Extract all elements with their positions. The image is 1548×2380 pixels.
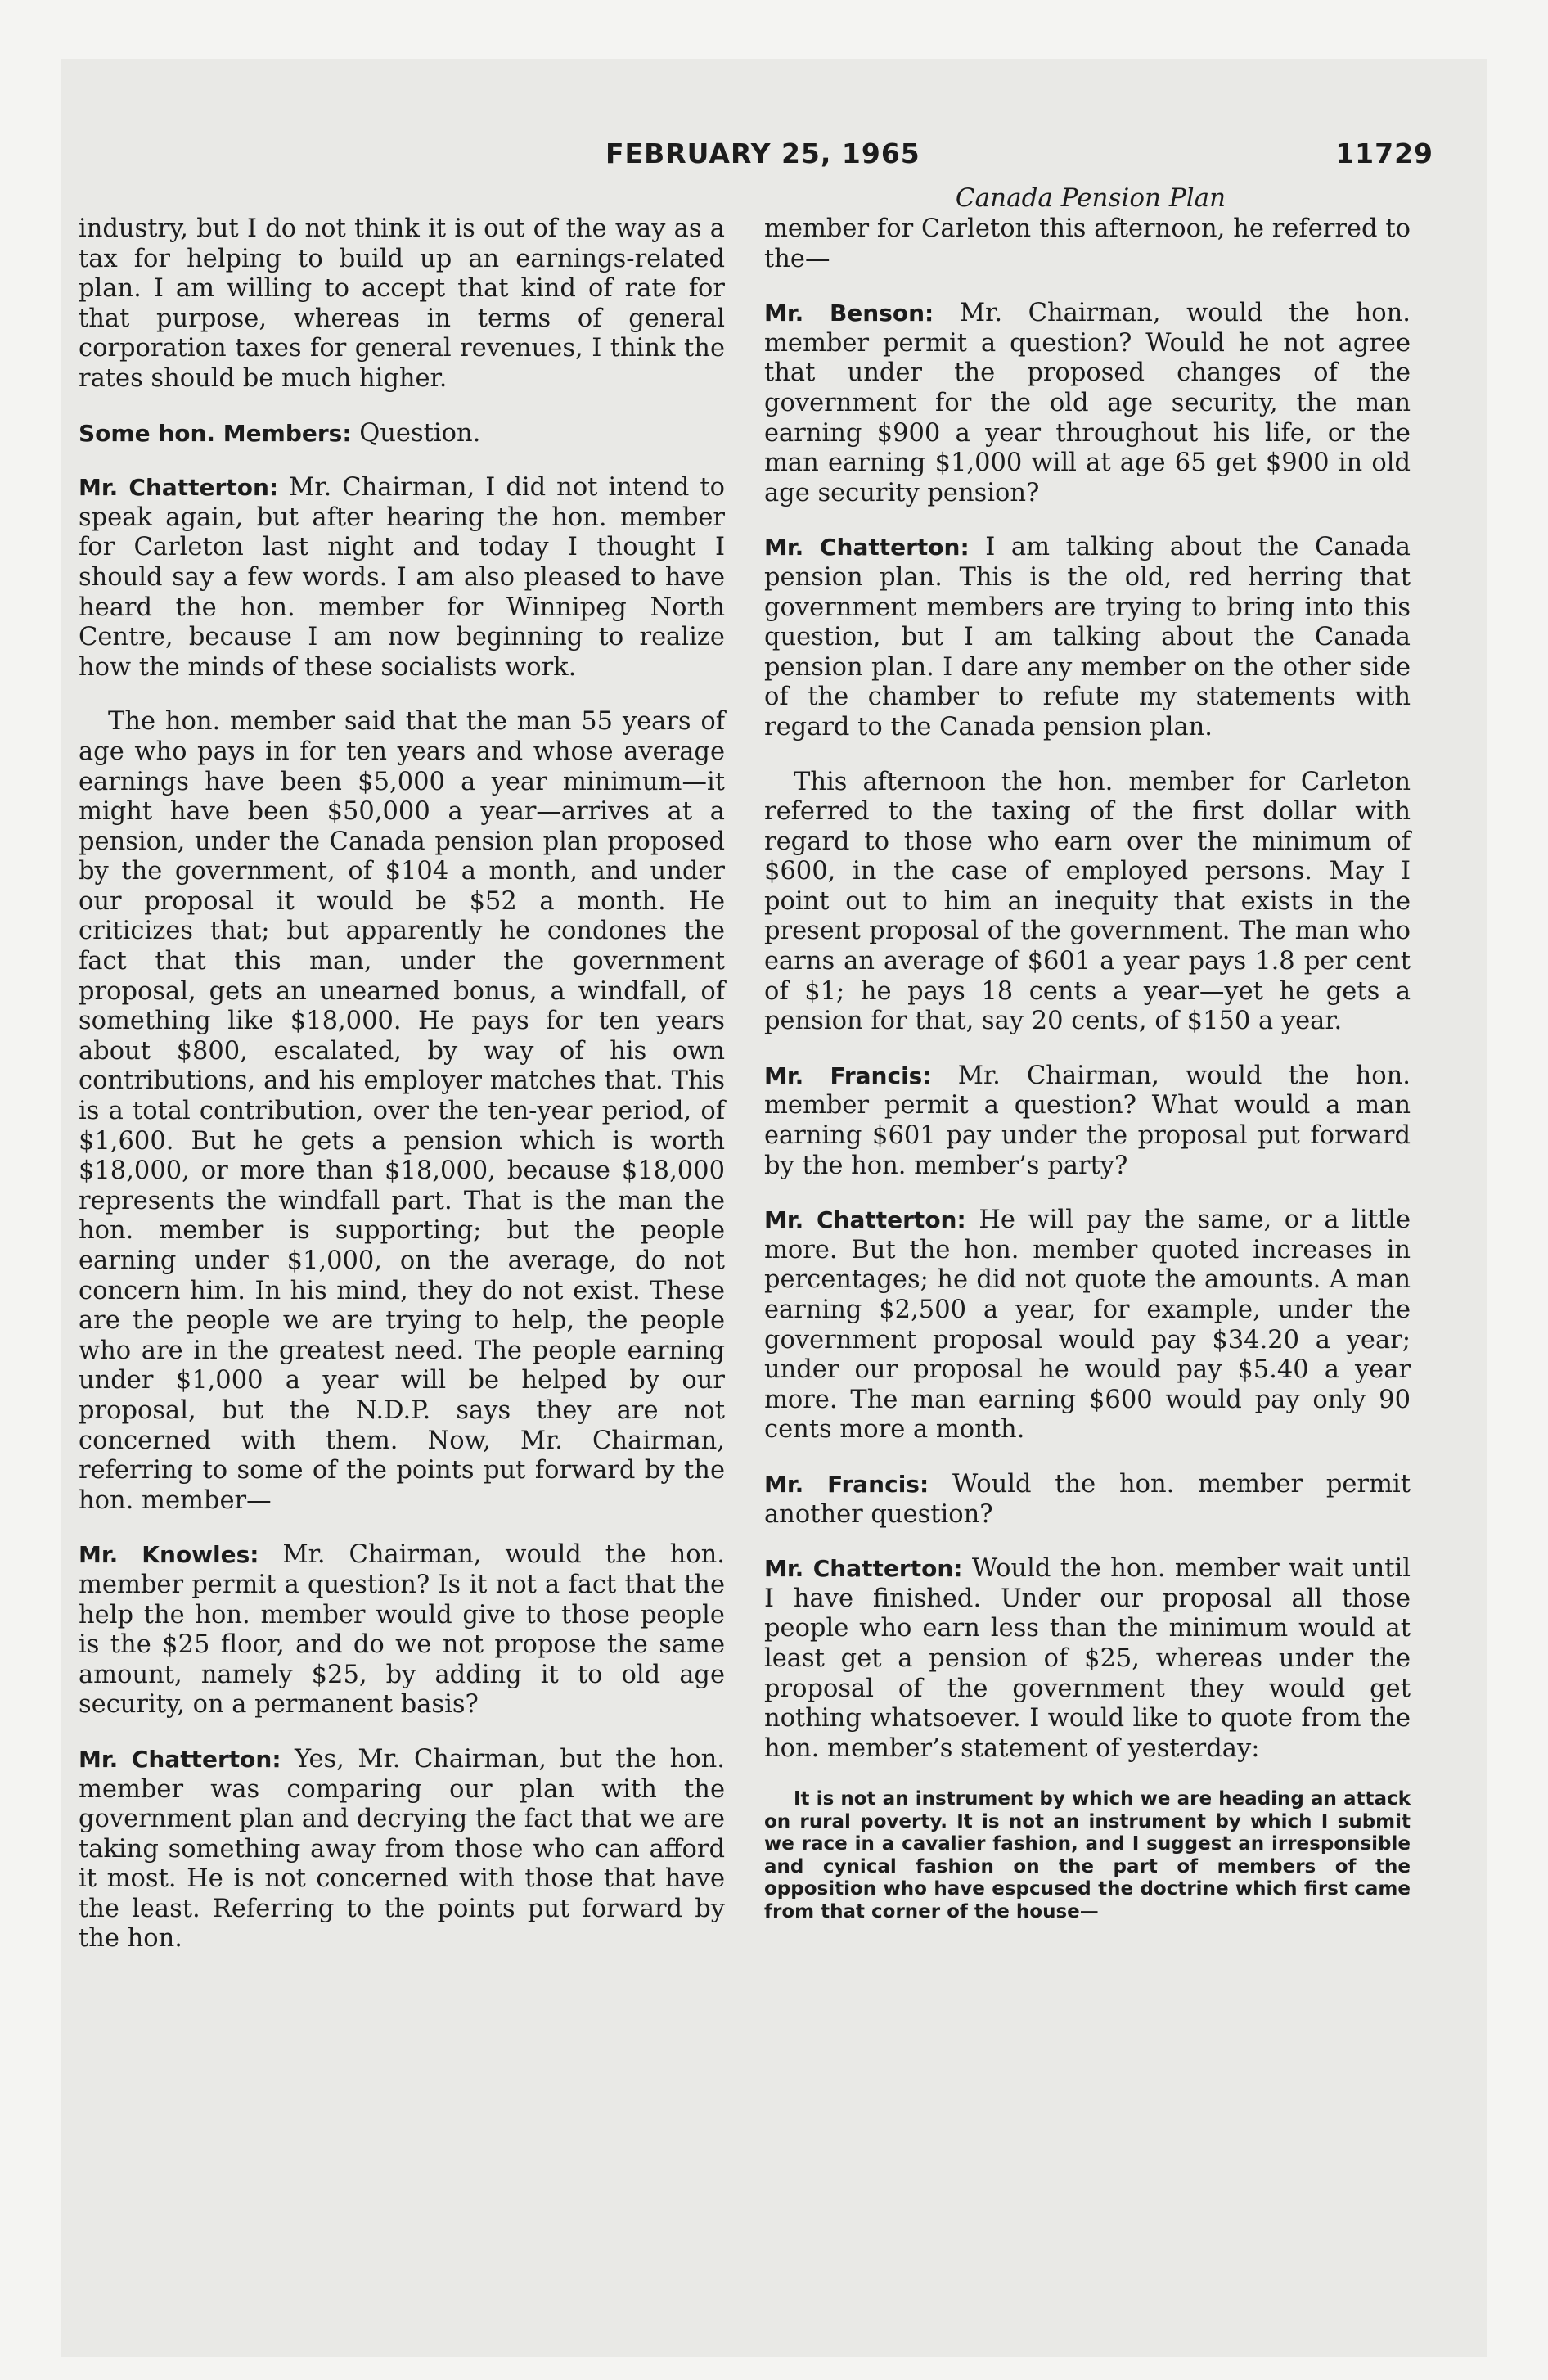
speaker-name: Mr. Chatterton: xyxy=(764,534,970,561)
paragraph-text: The hon. member said that the man 55 years of age who pays in for ten years and whose average earnings have been $5,000 a year minimum—it might have been $50,000 a year—arrives at a pension, under the Canada pension plan proposed by the government, of $104 a month, and under our proposal it would be $52 a month. He criticizes that; but apparently he condones the fact that this man, under the government proposal, gets an unearned bonus, a windfall, of something like $18,000. He pays for ten years about $800, escalated, by way of his own contributions, and his employer matches that. This is a total contribution, over the ten-year period, of $1,600. But he gets a pension which is worth $18,000, or more than $18,000, because $18,000 represents the windfall part. That is the man the hon. member is supporting; but the people earning under $1,000, on the average, do not concern him. In his mind, they do not exist. These are the people we are trying to help, the people who are in the greatest need. The people earning under $1,000 a year will be helped by our proposal, but the N.D.P. says they are not concerned with them. Now, Mr. Chairman, referring to some of the points put forward by the hon. member— xyxy=(79,707,725,1515)
paragraph-text: Question. xyxy=(359,418,481,448)
paragraph xyxy=(764,1062,1411,1181)
speaker-name: Mr. Chatterton: xyxy=(764,1555,963,1583)
paragraph xyxy=(79,707,725,1516)
paragraph-text: member for Carleton this afternoon, he referred to the— xyxy=(764,214,1411,273)
paragraph-text: Mr. Chairman, would the hon. member permit a question? What would a man earning $601 pay under the proposal put forward by the hon. member’s party? xyxy=(764,1061,1411,1180)
speaker-name: Mr. Chatterton: xyxy=(764,1206,966,1234)
paragraph-text: Mr. Chairman, I did not intend to speak again, but after hearing the hon. member for Carleton last night and today I thought I should say a few words. I am also pleased to have heard the hon. member for Winnipeg North Centre, because I am now beginning to realize how the minds of these socialists work. xyxy=(79,473,725,682)
speaker-name: Mr. Chatterton: xyxy=(79,474,279,502)
paragraph xyxy=(764,1470,1411,1530)
paragraph-text: This afternoon the hon. member for Carleton referred to the taxing of the first dollar with regard to those who earn over the minimum of $600, in the case of employed persons. May I point out to him an inequity that exists in the present proposal of the government. The man who earns an average of $601 a year pays 1.8 per cent of $1; he pays 18 cents a year—yet he gets a pension for that, say 20 cents, of $150 a year. xyxy=(764,767,1411,1036)
paragraph-text: Mr. Chairman, would the hon. member permit a question? Would he not agree that under the proposed changes of the government for the old age security, the man earning $900 a year throughout his life, or the man earning $1,000 will at age 65 get $900 in old age security pension? xyxy=(764,299,1411,507)
paragraph xyxy=(764,1206,1411,1445)
paragraph-text: industry, but I do not think it is out of the way as a tax for helping to build up an earnings-related plan. I am willing to accept that kind of rate for that purpose, whereas in terms of general corporation taxes for general revenues, I think the rates should be much higher. xyxy=(79,214,725,393)
speaker-name: Mr. Knowles: xyxy=(79,1541,259,1569)
speaker-name: Mr. Chatterton: xyxy=(79,1745,281,1773)
paragraph xyxy=(79,1745,725,1954)
speaker-name: Mr. Benson: xyxy=(764,300,934,327)
paragraph-text: I am talking about the Canada pension plan. This is the old, red herring that government members are trying to bring into this question, but I am talking about the Canada pension plan. I dare any member on the other side of the chamber to refute my statements with regard to the Canada pension plan. xyxy=(764,533,1411,741)
paragraph xyxy=(764,533,1411,742)
paragraph xyxy=(79,419,725,449)
speaker-name: Mr. Francis: xyxy=(764,1062,932,1089)
paragraph-text: Yes, Mr. Chairman, but the hon. member was comparing our plan with the government plan and decrying the fact that we are taking something away from those who can afford it most. He is not concerned with those that have the least. Referring to the points put forward by the hon. xyxy=(79,1744,725,1954)
paragraph xyxy=(764,768,1411,1037)
paragraph xyxy=(79,1540,725,1720)
block-quote: It is not an instrument by which we are heading an attack on rural poverty. It is not an instrument by which I submit we race in a cavalier fashion, and I suggest an irresponsible and cynical fashion on the part of members of the opposition who have espcused the doctrine which first came from that corner of the house— xyxy=(764,1788,1411,1922)
paragraph xyxy=(764,1554,1411,1764)
speaker-name: Some hon. Members: xyxy=(79,419,352,447)
page-number: 11729 xyxy=(1335,137,1433,169)
speaker-name: Mr. Francis: xyxy=(764,1470,929,1498)
paragraph xyxy=(764,214,1411,274)
left-column xyxy=(79,214,725,1979)
paragraph-text: Would the hon. member permit another question? xyxy=(764,1469,1411,1529)
right-column xyxy=(764,214,1411,1923)
header-date: FEBRUARY 25, 1965 xyxy=(605,137,920,169)
paragraph-text: Would the hon. member wait until I have finished. Under our proposal all those people who earn less than the minimum would at least get a pension of $25, whereas under the proposal of the government they would get nothing whatsoever. I would like to quote from the hon. member’s statement of yesterday: xyxy=(764,1554,1411,1763)
paragraph-text: He will pay the same, or a little more. But the hon. member quoted increases in percentages; he did not quote the amounts. A man earning $2,500 a year, for example, under the government proposal would pay $34.20 a year; under our proposal he would pay $5.40 a year more. The man earning $600 would pay only 90 cents more a month. xyxy=(764,1206,1411,1445)
running-title: Canada Pension Plan xyxy=(955,183,1226,213)
paragraph xyxy=(764,299,1411,508)
paragraph xyxy=(79,214,725,394)
paragraph-text: Mr. Chairman, would the hon. member permit a question? Is it not a fact that the help the hon. member would give to those people is the $25 floor, and do we not propose the same amount, namely $25, by adding it to old age security, on a permanent basis? xyxy=(79,1540,726,1720)
paragraph xyxy=(79,473,725,683)
